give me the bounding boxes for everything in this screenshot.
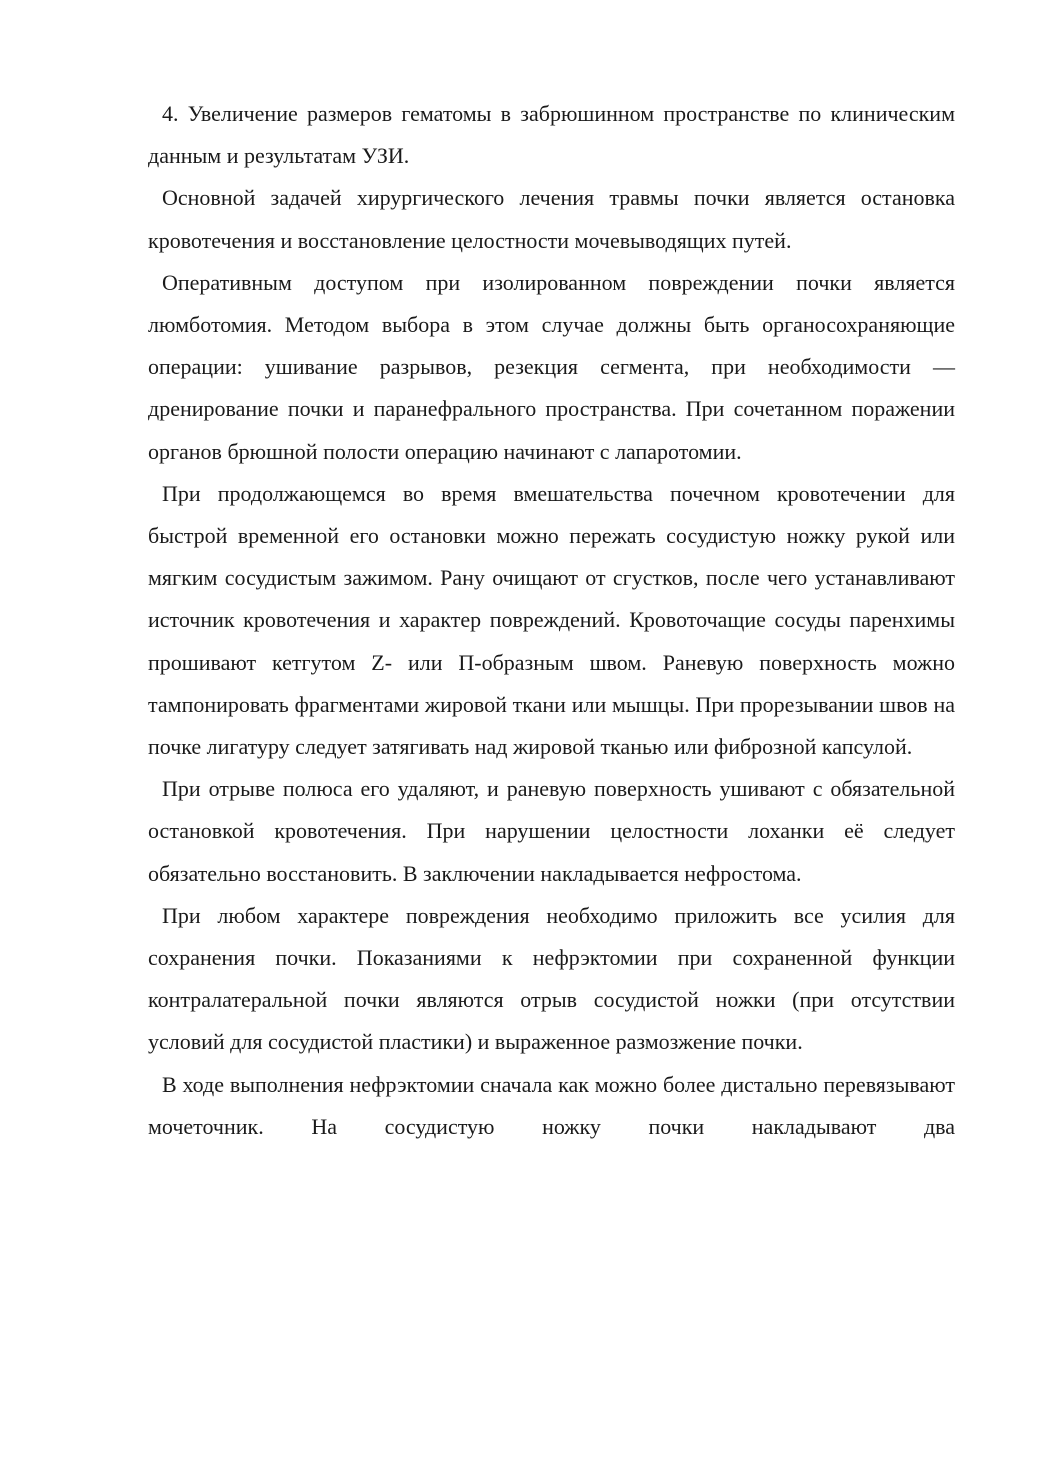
paragraph-nephrectomy-technique: В ходе выполнения нефрэктомии сначала как можно более дистально перевязывают мочеточник. На сосудистую ножку почки накладывают два bbox=[148, 1071, 955, 1139]
paragraph-nephrectomy-indications: При любом характере повреждения необходимо приложить все усилия для сохранения почки. Показаниями к нефрэктомии при сохраненной функции контралатеральной почки являются отрыв сосудистой ножки (при отсутствии условий для сосудистой пластики) и выраженное размозжение почки. bbox=[148, 902, 955, 1055]
paragraph-hematoma-criterion: 4. Увеличение размеров гематомы в забрюшинном пространстве по клиническим данным и результатам УЗИ. bbox=[148, 101, 955, 169]
document-body bbox=[148, 93, 955, 1148]
paragraph-operative-access: Оперативным доступом при изолированном повреждении почки является люмботомия. Методом выбора в этом случае должны быть органосохраняющие операции: ушивание разрывов, резекция сегмента, при необходимости — дренирование почки и паранефрального пространства. При сочетанном поражении органов брюшной полости операцию начинают с лапаротомии. bbox=[148, 269, 955, 464]
paragraph-bleeding-control: При продолжающемся во время вмешательства почечном кровотечении для быстрой временной его остановки можно пережать сосудистую ножку рукой или мягким сосудистым зажимом. Рану очищают от сгустков, после чего устанавливают источник кровотечения и характер повреждений. Кровоточащие сосуды паренхимы прошивают кетгутом Z- или П-образным швом. Раневую поверхность можно тампонировать фрагментами жировой ткани или мышцы. При прорезывании швов на почке лигатуру следует затягивать над жировой тканью или фиброзной капсулой. bbox=[148, 480, 955, 760]
paragraph-pole-avulsion: При отрыве полюса его удаляют, и раневую поверхность ушивают с обязательной остановкой кровотечения. При нарушении целостности лоханки её следует обязательно восстановить. В заключении накладывается нефростома. bbox=[148, 776, 955, 886]
paragraph-surgical-goal: Основной задачей хирургического лечения травмы почки является остановка кровотечения и восстановление целостности мочевыводящих путей. bbox=[148, 185, 955, 253]
